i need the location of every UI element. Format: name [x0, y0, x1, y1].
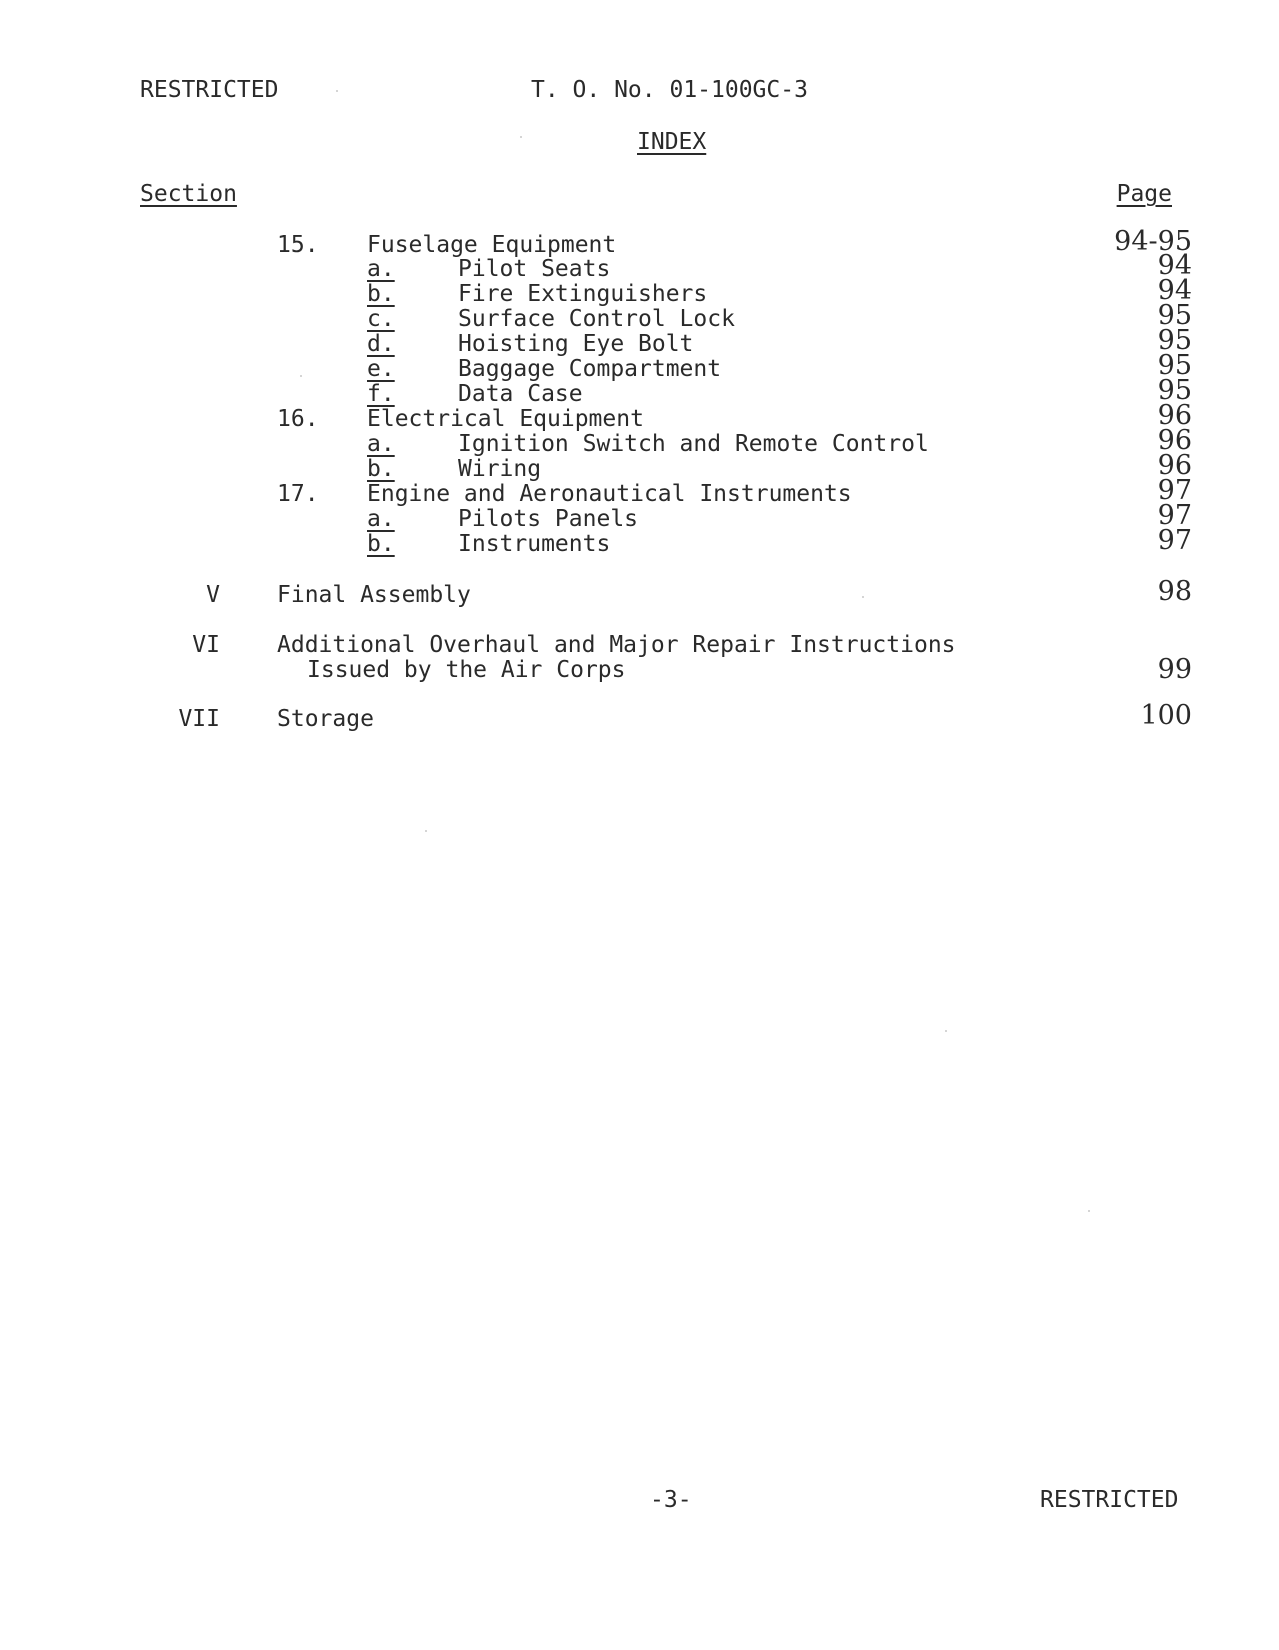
subitem-letter: a. [367, 256, 395, 282]
section-numeral: V [206, 582, 220, 608]
subitem-letter: b. [367, 456, 395, 482]
subitem-title: Pilot Seats [458, 256, 611, 282]
subitem-page: 95 [1157, 300, 1192, 331]
item-number: 16. [277, 406, 319, 432]
subitem-page: 95 [1157, 375, 1192, 406]
section-title-line2: Issued by the Air Corps [307, 657, 626, 683]
subitem-letter: a. [367, 431, 395, 457]
subitem-page: 96 [1157, 425, 1192, 456]
scan-speck [1088, 1210, 1090, 1212]
scan-speck [862, 596, 864, 598]
footer-restricted: RESTRICTED [1040, 1487, 1179, 1513]
subitem-letter: a. [367, 506, 395, 532]
subitem-title: Surface Control Lock [458, 306, 735, 332]
subitem-title: Ignition Switch and Remote Control [458, 431, 929, 457]
document-number: T. O. No. 01-100GC-3 [531, 77, 808, 103]
subitem-page: 94 [1157, 275, 1192, 306]
subitem-page: 95 [1157, 350, 1192, 381]
section-column-header: Section [140, 181, 237, 207]
section-numeral: VII [178, 706, 220, 732]
item-title: Electrical Equipment [367, 406, 644, 432]
subitem-page: 95 [1157, 325, 1192, 356]
subitem-letter: d. [367, 331, 395, 357]
subitem-page: 96 [1157, 450, 1192, 481]
subitem-title: Pilots Panels [458, 506, 639, 532]
section-title: Storage [277, 706, 374, 732]
subitem-title: Hoisting Eye Bolt [458, 331, 694, 357]
section-page: 98 [1157, 576, 1192, 607]
item-title: Fuselage Equipment [367, 232, 617, 258]
item-number: 15. [277, 232, 319, 258]
footer-page-number: -3- [650, 1487, 692, 1513]
index-title: INDEX [637, 129, 707, 155]
scan-speck [425, 830, 427, 832]
page-column-header: Page [1116, 181, 1172, 207]
subitem-title: Instruments [458, 531, 611, 557]
subitem-title: Fire Extinguishers [458, 281, 708, 307]
item-page: 94-95 [1114, 226, 1192, 257]
item-number: 17. [277, 481, 319, 507]
header-restricted: RESTRICTED [140, 77, 279, 103]
item-title: Engine and Aeronautical Instruments [367, 481, 852, 507]
scan-speck [520, 136, 522, 138]
subitem-letter: f. [367, 381, 395, 407]
subitem-page: 97 [1157, 525, 1192, 556]
subitem-title: Baggage Compartment [458, 356, 722, 382]
subitem-letter: e. [367, 356, 395, 382]
subitem-page: 94 [1157, 250, 1192, 281]
section-title: Final Assembly [277, 582, 471, 608]
subitem-page: 97 [1157, 500, 1192, 531]
section-title-line1: Additional Overhaul and Major Repair Instructions [277, 632, 956, 658]
subitem-letter: b. [367, 281, 395, 307]
section-page: 100 [1140, 700, 1192, 731]
section-page: 99 [1157, 654, 1192, 685]
subitem-title: Wiring [458, 456, 542, 482]
subitem-letter: c. [367, 306, 395, 332]
section-numeral: VI [192, 632, 220, 658]
subitem-title: Data Case [458, 381, 583, 407]
item-page: 96 [1157, 400, 1192, 431]
subitem-letter: b. [367, 531, 395, 557]
item-page: 97 [1157, 475, 1192, 506]
scan-speck [945, 1030, 947, 1032]
scan-speck [300, 375, 302, 377]
scan-speck [336, 90, 338, 92]
